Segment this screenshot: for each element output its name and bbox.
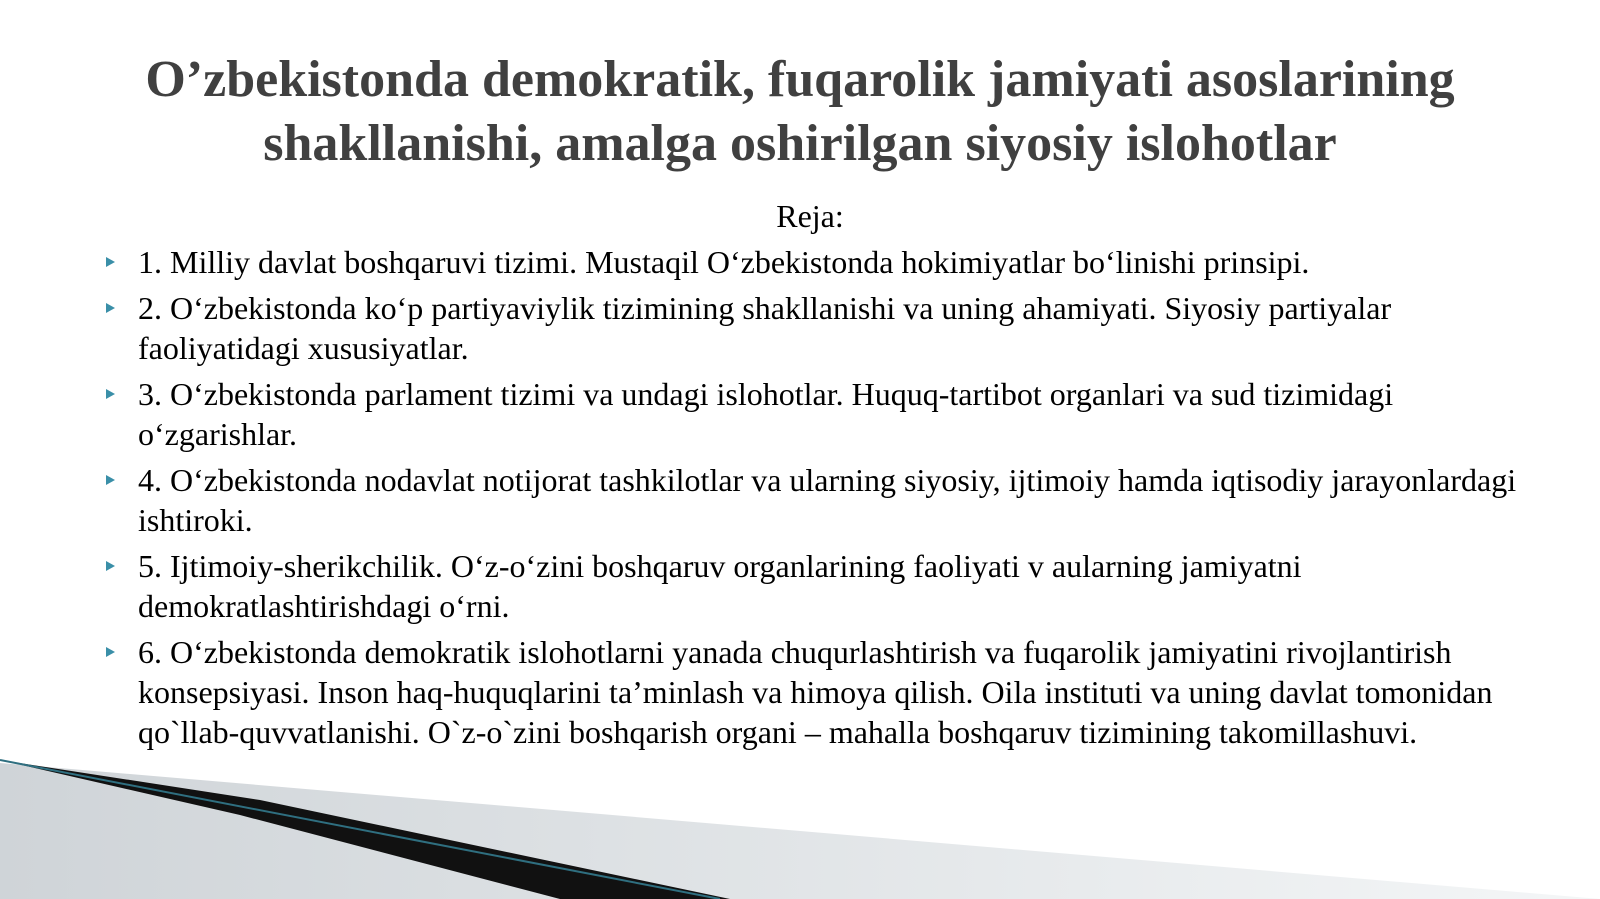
bullet-arrow-icon <box>106 561 115 571</box>
plan-list <box>100 242 1520 758</box>
list-item-text: 4. O‘zbekistonda nodavlat notijorat tashkilotlar va ularning siyosiy, ijtimoiy hamda iqtisodiy jarayonlardagi ishtiroki. <box>138 462 1517 538</box>
list-item <box>100 546 1520 626</box>
gray-swoosh <box>0 763 1600 899</box>
list-item-text: 6. O‘zbekistonda demokratik islohotlarni yanada chuqurlashtirish va fuqarolik jamiyatini rivojlantirish konsepsiyasi. Inson haq-huquqlarini ta’minlash va himoya qilish. Oila instituti va uning davlat tomonidan qo`llab-quvvatlanishi. O`z-o`zini boshqarish organi – mahalla boshqaruv tizimining takomillashuvi. <box>138 634 1493 750</box>
list-item <box>100 242 1520 282</box>
list-item-text: 5. Ijtimoiy-sherikchilik. O‘z-o‘zini boshqaruv organlarining faoliyati v aularning jamiyatni demokratlashtirishdagi o‘rni. <box>138 548 1302 624</box>
list-item-text: 2. O‘zbekistonda ko‘p partiyaviylik tizimining shakllanishi va uning ahamiyati. Siyosiy partiyalar faoliyatidagi xususiyatlar. <box>138 290 1392 366</box>
bullet-arrow-icon <box>106 257 115 267</box>
list-item <box>100 460 1520 540</box>
bullet-arrow-icon <box>106 303 115 313</box>
slide-title: O’zbekistonda demokratik, fuqarolik jamiyati asoslarining shakllanishi, amalga oshirilgan siyosiy islohotlar <box>145 51 1455 172</box>
bullet-arrow-icon <box>106 389 115 399</box>
list-item <box>100 288 1520 368</box>
list-item <box>100 632 1520 752</box>
bullet-arrow-icon <box>106 475 115 485</box>
bullet-arrow-icon <box>106 647 115 657</box>
list-item-text: 3. O‘zbekistonda parlament tizimi va undagi islohotlar. Huquq-tartibot organlari va sud tizimidagi o‘zgarishlar. <box>138 376 1394 452</box>
list-item <box>100 374 1520 454</box>
list-item-text: 1. Milliy davlat boshqaruvi tizimi. Mustaqil O‘zbekistonda hokimiyatlar bo‘linishi prinsipi. <box>138 244 1310 280</box>
plan-heading: Reja: <box>776 198 844 234</box>
